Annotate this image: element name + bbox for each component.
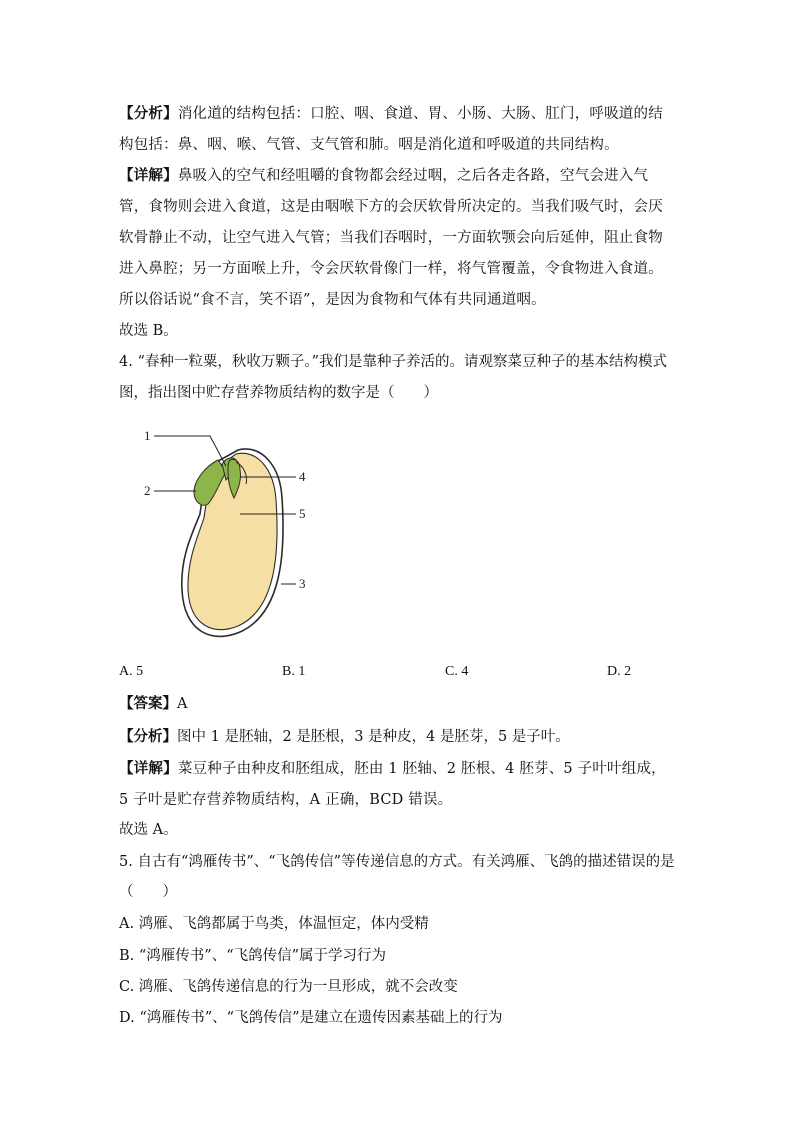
- bean-seed-diagram: [140, 418, 320, 646]
- q4-answer: [119, 694, 187, 714]
- detail-text: 鼻吸入的空气和经咀嚼的食物都会经过咽，之后各走各路，空气会进入气管，食物则会进入食道，这是由咽喉下方的会厌软骨所决定的。当我们吸气时，会厌软骨静止不动，让空气进入气管；当我们吞咽时，一方面软颚会向后延伸，阻止食物进入鼻腔；另一方面喉上升，令会厌软骨像门一样，将气管覆盖，令食物进入食道。所以俗话说“食不言，笑不语”，是因为食物和气体有共同通道咽。: [119, 168, 663, 308]
- analysis-tag: 【分析】: [119, 728, 177, 745]
- label-4: 4: [299, 469, 306, 484]
- q4-analysis: [119, 727, 570, 747]
- q3-analysis: [119, 98, 675, 161]
- label-5: 5: [299, 506, 306, 521]
- q4-choice: 故选 A。: [119, 822, 178, 838]
- q4-option-a: A. 5: [119, 664, 144, 679]
- label-1: 1: [144, 428, 151, 443]
- q5-stem-line1: 5. 自古有“鸿雁传书”、“飞鸽传信”等传递信息的方式。有关鸿雁、飞鸽的描述错误的是: [119, 854, 675, 870]
- label-3: 3: [299, 576, 306, 591]
- answer-value: A: [177, 696, 188, 712]
- q3-choice: 故选 B。: [119, 323, 178, 339]
- q3-detail: [119, 160, 675, 316]
- q4-stem-line1: 4. “春种一粒粟，秋收万颗子。”我们是靠种子养活的。请观察菜豆种子的基本结构模式: [119, 354, 668, 370]
- detail-tag: 【详解】: [119, 167, 178, 184]
- analysis-tag: 【分析】: [119, 105, 178, 122]
- q4-option-c: C. 4: [445, 664, 469, 679]
- answer-tag: 【答案】: [119, 695, 177, 712]
- detail-text: 菜豆种子由种皮和胚组成，胚由 1 胚轴、2 胚根、4 胚芽、5 子叶叶组成，5 子叶是贮存营养物质结构，A 正确，BCD 错误。: [119, 761, 666, 808]
- q4-option-b: B. 1: [282, 664, 306, 679]
- q5-option-a: A. 鸿雁、飞鸽都属于鸟类，体温恒定，体内受精: [119, 916, 429, 932]
- q4-option-d: D. 2: [607, 664, 632, 679]
- analysis-text: 消化道的结构包括：口腔、咽、食道、胃、小肠、大肠、肛门，呼吸道的结构包括：鼻、咽、喉、气管、支气管和肺。咽是消化道和呼吸道的共同结构。: [119, 106, 663, 153]
- q5-stem-line2: （ ）: [119, 884, 177, 900]
- analysis-text: 图中 1 是胚轴，2 是胚根，3 是种皮，4 是胚芽，5 是子叶。: [177, 729, 570, 745]
- detail-tag: 【详解】: [119, 760, 178, 777]
- q4-detail: [119, 753, 675, 816]
- label-2: 2: [144, 483, 151, 498]
- q5-option-c: C. 鸿雁、飞鸽传递信息的行为一旦形成，就不会改变: [119, 979, 458, 995]
- q5-option-d: D. “鸿雁传书”、“飞鸽传信”是建立在遗传因素基础上的行为: [119, 1010, 503, 1026]
- q5-option-b: B. “鸿雁传书”、“飞鸽传信”属于学习行为: [119, 948, 387, 964]
- q4-stem-line2: 图，指出图中贮存营养物质结构的数字是（ ）: [119, 385, 438, 401]
